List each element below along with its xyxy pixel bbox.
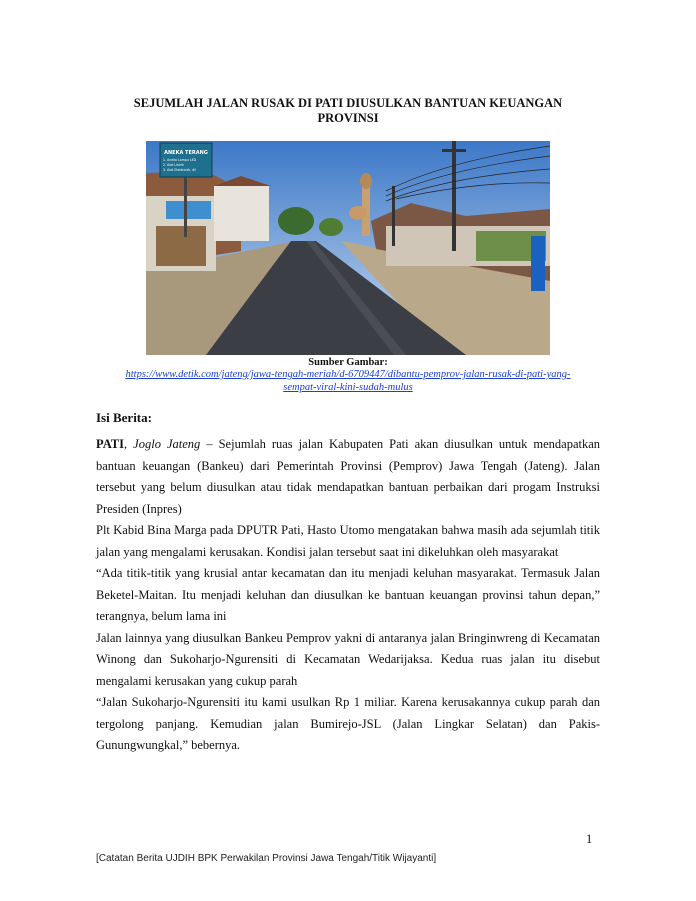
source-url-line-2[interactable]: sempat-viral-kini-sudah-mulus: [283, 381, 413, 393]
street-photo: [146, 141, 550, 355]
shop-sign-line-2: 2. Alat Listrik: [163, 163, 184, 167]
shop-sign-title: ANEKA TERANG: [164, 150, 208, 156]
title-line-2: PROVINSI: [317, 111, 379, 125]
shop-sign-line-1: 1. Aneka Lampu LED: [163, 158, 197, 162]
section-heading: Isi Berita:: [96, 410, 152, 425]
paragraph-1-text: – Sejumlah ruas jalan Kabupaten Pati akan diusulkan untuk mendapatkan bantuan keuangan (Bankeu) dari Pemerintah Provinsi (Pemprov) Jawa Tengah (Jateng). Jalan tersebut yang belum diusulkan atau tidak mendapatkan bantuan perbaikan dari progam Instruksi Presiden (Inpres): [96, 437, 601, 516]
title-line-1: SEJUMLAH JALAN RUSAK DI PATI DIUSULKAN BANTUAN KEUANGAN: [133, 96, 563, 110]
lead-outlet: Joglo Jateng: [133, 437, 201, 451]
page-footer: [Catatan Berita UJDIH BPK Perwakilan Provinsi Jawa Tengah/Titik Wijayanti]: [96, 853, 437, 864]
utility-pole-2: [392, 186, 395, 246]
paragraph-5: “Jalan Sukoharjo-Ngurensiti itu kami usulkan Rp 1 miliar. Karena kerusakannya cukup parah dan tergolong panjang. Kemudian jalan Bumirejo-JSL (Jalan Lingkar Selatan) dan Pakis-Gunungwungkal,” bebernya.: [96, 695, 600, 752]
image-caption: Sumber Gambar:: [308, 357, 388, 368]
left-house-2: [214, 186, 269, 241]
lead-place: PATI: [96, 437, 125, 451]
article-body: [96, 434, 600, 757]
blue-awning: [166, 201, 211, 219]
article-title: [90, 96, 606, 126]
tree-left: [278, 207, 314, 235]
source-url-link[interactable]: [96, 369, 600, 394]
utility-pole-arm: [442, 149, 466, 152]
paragraph-1: PATI, Joglo Jateng – Sejumlah ruas jalan Kabupaten Pati akan diusulkan untuk mendapatkan bantuan keuangan (Bankeu) dari Pemerintah Provinsi (Pemprov) Jawa Tengah (Jateng). Jalan tersebut yang belum diusulkan atau tidak mendapatkan bantuan perbaikan dari progam Instruksi Presiden (Inpres): [96, 437, 601, 516]
shop-front: [156, 226, 206, 266]
street-photo-illustration: [146, 141, 550, 355]
paragraph-3: “Ada titik-titik yang krusial antar kecamatan dan itu menjadi keluhan masyarakat. Termasuk Jalan Beketel-Maitan. Itu menjadi keluhan dan diusulkan ke bantuan keuangan provinsi tahun depan,” terangnya, belum lama ini: [96, 566, 600, 623]
paragraph-2: Plt Kabid Bina Marga pada DPUTR Pati, Hasto Utomo mengatakan bahwa masih ada sejumlah titik jalan yang mengalami kerusakan. Kondisi jalan tersebut saat ini dikeluhkan oleh masyarakat: [96, 523, 600, 559]
tree-center: [319, 218, 343, 236]
paragraph-4: Jalan lainnya yang diusulkan Bankeu Pemprov yakni di antaranya jalan Bringinwreng di Kecamatan Winong dan Sukoharjo-Ngurensiti di Kecamatan Wedarijaksa. Kedua ruas jalan itu disebut mengalami kerusakan yang cukup parah: [96, 630, 600, 688]
shop-sign-line-3: 3. Alat Elektronik, dll: [163, 168, 197, 172]
blue-post: [531, 236, 545, 291]
utility-pole: [452, 141, 456, 251]
page-number: 1: [586, 832, 593, 846]
source-url-line-1[interactable]: https://www.detik.com/jateng/jawa-tengah-meriah/d-6709447/dibantu-pemprov-jalan-rusak-di-pati-yang-: [125, 369, 571, 380]
